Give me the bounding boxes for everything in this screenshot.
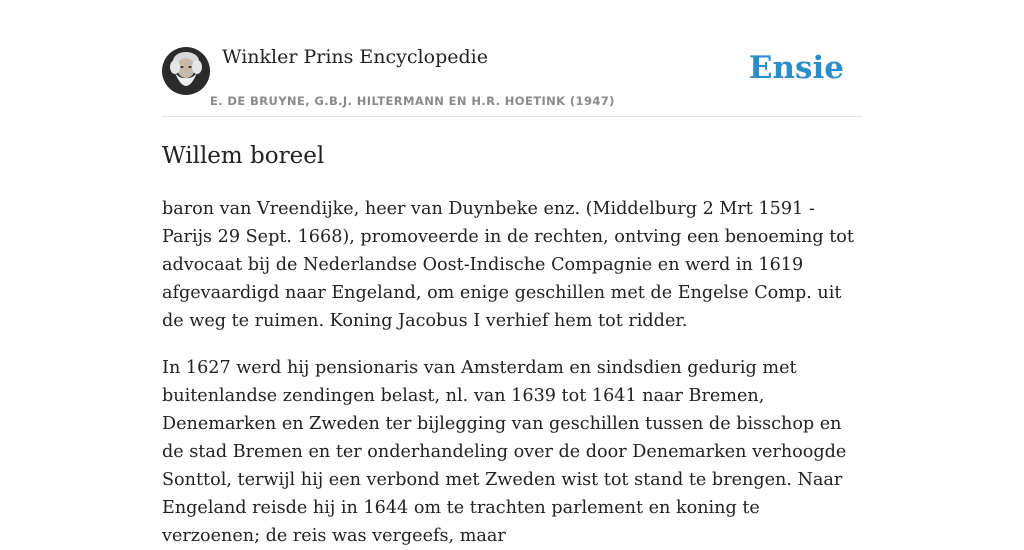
brand-logo[interactable]: Ensie	[748, 50, 844, 86]
article-paragraph-1: baron van Vreendijke, heer van Duynbeke enz. (Middelburg 2 Mrt 1591 - Parijs 29 Sept. 1668), promoveerde in de rechten, ontving een benoeming tot advocaat bij de Nederlandse Oost-Indische Compagnie en werd in 1619 afgevaardigd naar Engeland, om enige geschillen met de Engelse Comp. uit de weg te ruimen. Koning Jacobus I verhief hem tot ridder.	[162, 199, 854, 331]
avatar[interactable]	[162, 47, 210, 95]
article-title: Willem boreel	[162, 143, 325, 169]
article-paragraph-2: In 1627 werd hij pensionaris van Amsterdam en sindsdien gedurig met buitenlandse zendingen belast, nl. van 1639 tot 1641 naar Bremen, Denemarken en Zweden ter bijlegging van geschillen tussen de bisschop en de stad Bremen en ter onderhandeling over de door Denemarken verhoogde Sonttol, terwijl hij een verbond met Zweden wist tot stand te brengen. Naar Engeland reisde hij in 1644 om te trachten parlement en koning te verzoenen; de reis was vergeefs, maar	[162, 358, 847, 546]
bearded-man-portrait-icon	[162, 47, 210, 95]
page-container	[162, 0, 862, 550]
authors-byline: E. DE BRUYNE, G.B.J. HILTERMANN EN H.R. HOETINK (1947)	[210, 94, 615, 108]
encyclopedia-title[interactable]: Winkler Prins Encyclopedie	[222, 46, 488, 68]
site-header	[162, 0, 862, 117]
